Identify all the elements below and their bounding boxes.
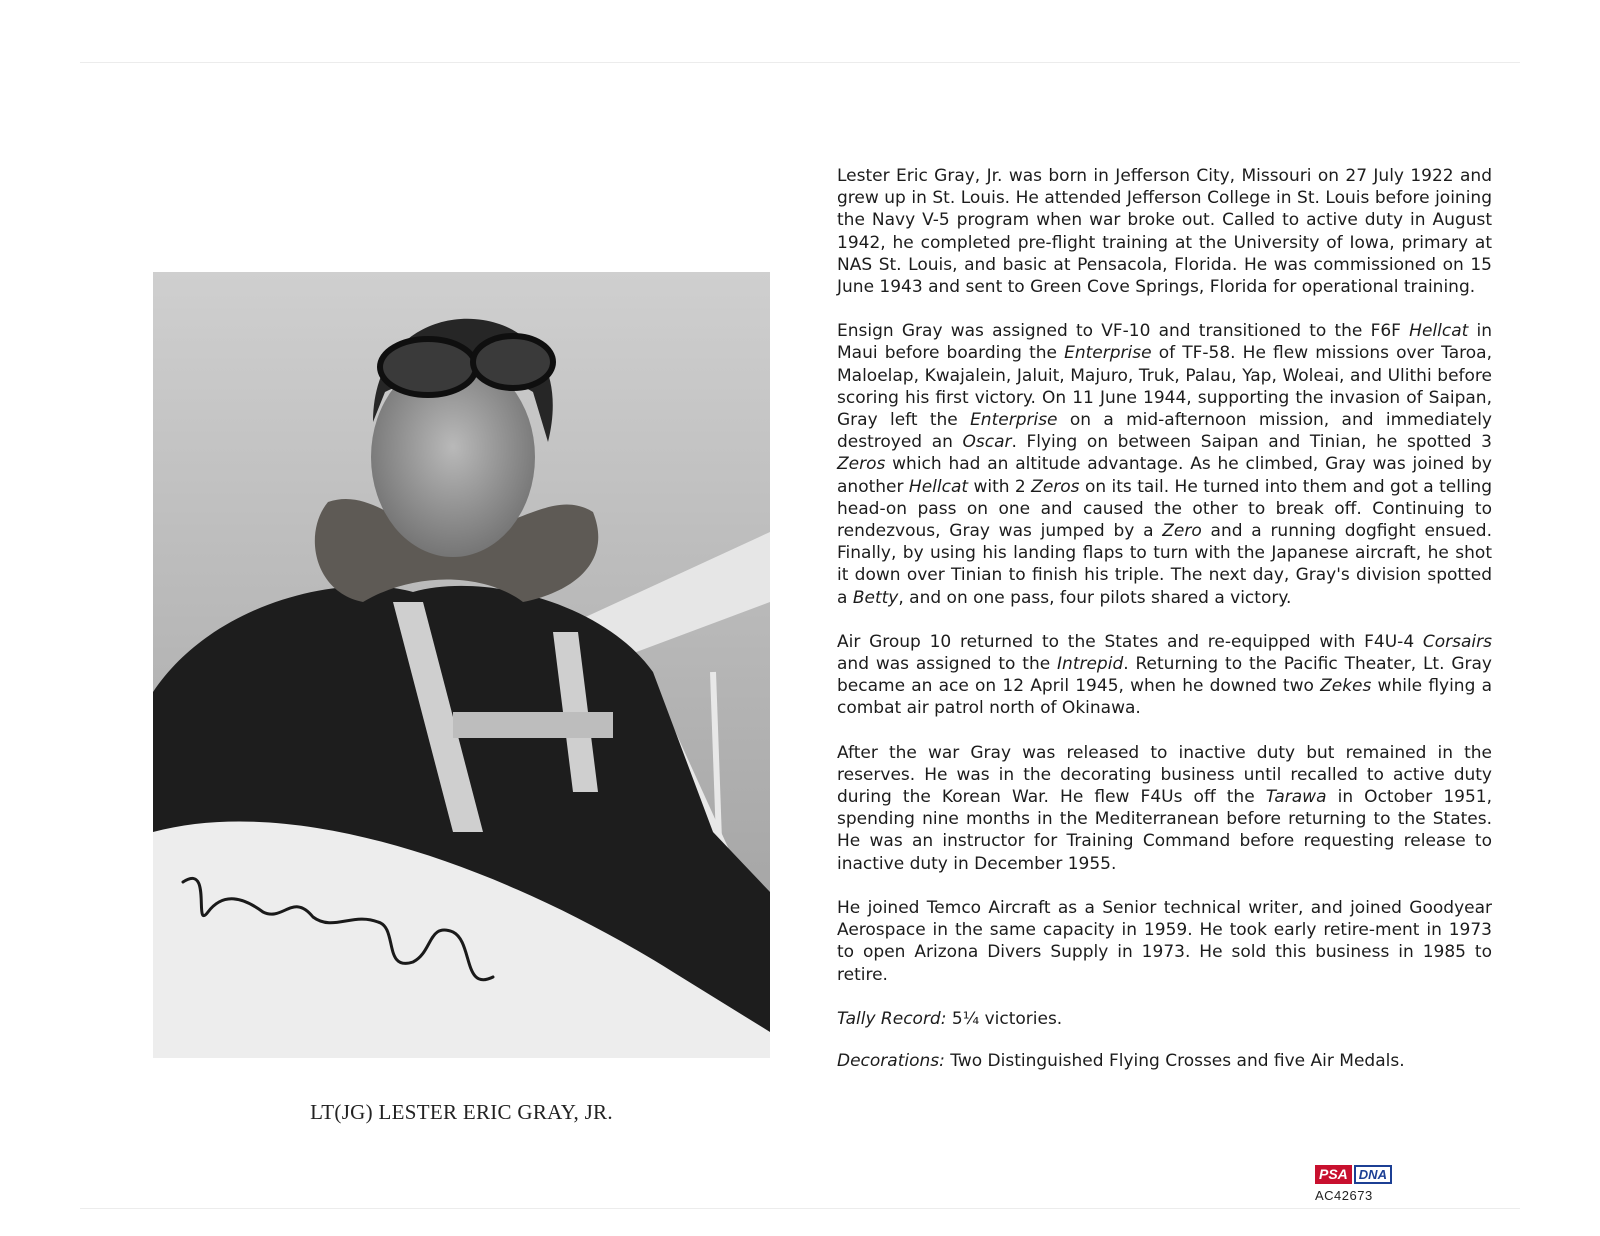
dna-logo-text: DNA [1354, 1165, 1392, 1184]
psa-dna-logo [1315, 1165, 1435, 1184]
decorations: Decorations: Two Distinguished Flying Crosses and five Air Medals. [837, 1050, 1405, 1071]
bio-paragraph-5: He joined Temco Aircraft as a Senior technical writer, and joined Goodyear Aerospace in the same capacity in 1959. He took early retire-ment in 1973 to open Arizona Divers Supply in 1973. He sold this business in 1985 to retire. [837, 897, 1492, 985]
bio-paragraph-1: Lester Eric Gray, Jr. was born in Jefferson City, Missouri on 27 July 1922 and grew up in St. Louis. He attended Jefferson College in St. Louis before joining the Navy V-5 program when war broke out. Called to active duty in August 1942, he completed pre-flight training at the University of Iowa, primary at NAS St. Louis, and basic at Pensacola, Florida. He was commissioned on 15 June 1943 and sent to Green Cove Springs, Florida for operational training. [837, 166, 1492, 298]
bio-paragraph-3: Air Group 10 returned to the States and re-equipped with F4U-4 Corsairs and was assigned to the Intrepid. Returning to the Pacific Theater, Lt. Gray became an ace on 12 April 1945, when he downed two Zekes while flying a combat air patrol north of Okinawa. [837, 631, 1492, 719]
psa-dna-authentication [1315, 1165, 1435, 1203]
biography [837, 165, 1492, 1092]
photo-caption: LT(JG) LESTER ERIC GRAY, JR. [310, 1100, 613, 1124]
top-rule [80, 62, 1520, 63]
authentication-code: AC42673 [1315, 1188, 1373, 1203]
bio-paragraph-4: After the war Gray was released to inactive duty but remained in the reserves. He was in the decorating business until recalled to active duty during the Korean War. He flew F4Us off the Tarawa in October 1951, spending nine months in the Mediterranean before returning to the States. He was an instructor for Training Command before requesting release to inactive duty in December 1955. [837, 742, 1492, 874]
psa-logo-text: PSA [1315, 1165, 1352, 1184]
bio-paragraph-2: Ensign Gray was assigned to VF-10 and transitioned to the F6F Hellcat in Maui before boarding the Enterprise of TF-58. He flew missions over Taroa, Maloelap, Kwajalein, Jaluit, Majuro, Truk, Palau, Yap, Woleai, and Ulithi before scoring his first victory. On 11 June 1944, supporting the invasion of Saipan, Gray left the Enterprise on a mid-afternoon mission, and immediately destroyed an Oscar. Flying on between Saipan and Tinian, he spotted 3 Zeros which had an altitude advantage. As he climbed, Gray was joined by another Hellcat with 2 Zeros on its tail. He turned into them and got a telling head-on pass on one and caused the other to break off. Continuing to rendezvous, Gray was jumped by a Zero and a running dogfight ensued. Finally, by using his landing flaps to turn with the Japanese aircraft, he shot it down over Tinian to finish his triple. The next day, Gray's division spotted a Betty, and on one pass, four pilots shared a victory. [837, 321, 1492, 608]
tally-record: Tally Record: 5¼ victories. [837, 1008, 1063, 1029]
pilot-photo [153, 272, 770, 1058]
bottom-rule [80, 1208, 1520, 1209]
